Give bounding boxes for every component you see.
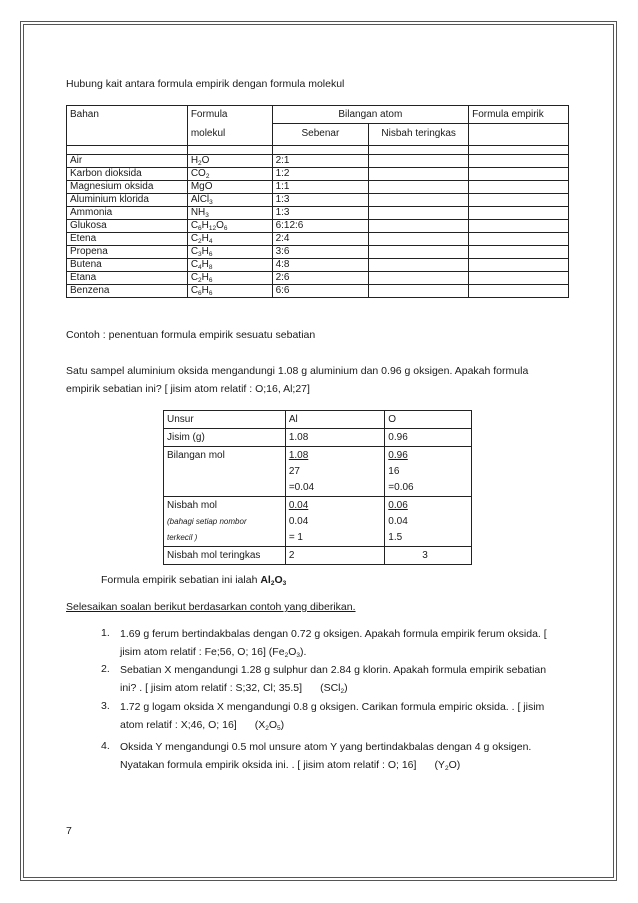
nisbah-o-numerator: 0.06 <box>388 500 408 511</box>
formula-text: C <box>190 246 199 257</box>
header-formula-line2: molekul <box>190 128 226 139</box>
cell-formula <box>187 155 272 168</box>
formula-subscript: 2 <box>205 173 210 180</box>
nisbah-o-denominator: 0.04 <box>388 516 408 527</box>
formula-text: MgO <box>190 181 213 192</box>
cell-nisbah <box>369 155 469 168</box>
spacer-cell <box>369 146 469 155</box>
formula-text: H <box>201 259 209 270</box>
question-answer <box>320 682 348 694</box>
cell-formula <box>187 168 272 181</box>
mol-o-denominator: 16 <box>388 466 400 477</box>
formula-text: C <box>190 259 199 270</box>
cell-bahan: Karbon dioksida <box>67 168 188 181</box>
formula-text: O <box>201 155 210 166</box>
example-problem <box>66 362 528 398</box>
cell-sebenar: 2:6 <box>272 272 369 285</box>
formula-text: AlCl <box>190 194 210 205</box>
answer-text: ) <box>280 719 285 731</box>
spacer-cell <box>272 146 369 155</box>
cell-bahan: Glukosa <box>67 220 188 233</box>
answer-text: ). <box>299 646 307 658</box>
formula-subscript: 6 <box>208 290 213 297</box>
question-line1: Sebatian X mengandungi 1.28 g sulphur dan 2.84 g klorin. Apakah formula empirik sebatian <box>120 664 547 676</box>
row-nisbah-label <box>164 497 286 547</box>
cell-sebenar: 2:1 <box>272 155 369 168</box>
example-problem-line2: empirik sebatian ini? [ jisim atom relatif : O;16, Al;27] <box>66 383 310 395</box>
nisbah-al-denominator: 0.04 <box>288 516 309 527</box>
answer-text: O) <box>448 759 461 771</box>
nisbah-o-result: 1.5 <box>388 532 403 543</box>
cell-sebenar: 6:12:6 <box>272 220 369 233</box>
example-heading: Contoh : penentuan formula empirik sesuatu sebatian <box>66 329 316 341</box>
question-line2 <box>120 756 531 774</box>
question-line2-text: ini? . [ jisim atom relatif : S;32, Cl; 35.5] <box>120 682 303 694</box>
row-mol-al <box>285 447 384 497</box>
table-row <box>67 285 569 298</box>
cell-empirik <box>469 155 569 168</box>
formula-subscript: 6 <box>208 277 213 284</box>
header-formula <box>187 106 272 146</box>
cell-empirik <box>469 272 569 285</box>
question-text <box>120 625 547 661</box>
cell-empirik <box>469 181 569 194</box>
cell-nisbah <box>369 285 469 298</box>
formula-subscript: 6 <box>208 251 213 258</box>
row-mol-label: Bilangan mol <box>164 447 286 497</box>
row-jisim-label: Jisim (g) <box>164 429 286 447</box>
table-row <box>67 207 569 220</box>
row-unsur-label: Unsur <box>164 411 286 429</box>
cell-sebenar: 1:1 <box>272 181 369 194</box>
answer-subscript: 5 <box>277 725 281 732</box>
formula-subscript: 6 <box>198 290 202 297</box>
answer-subscript: 2 <box>265 725 269 732</box>
cell-formula <box>187 207 272 220</box>
formula-text: C <box>190 233 199 244</box>
question-number: 1. <box>101 627 110 639</box>
formula-text: NH <box>190 207 206 218</box>
row-teringkas-o: 3 <box>385 547 472 565</box>
formula-subscript: 8 <box>208 264 213 271</box>
row-unsur-o: O <box>385 411 472 429</box>
cell-nisbah <box>369 194 469 207</box>
example-problem-line1: Satu sampel aluminium oksida mengandungi 1.08 g aluminium dan 0.96 g oksigen. Apakah formula <box>66 365 529 377</box>
table-row <box>67 220 569 233</box>
conclusion-formula-text: O <box>274 574 283 586</box>
question-text <box>120 698 544 734</box>
cell-nisbah <box>369 207 469 220</box>
row-mol-o <box>385 447 472 497</box>
formula-text: C <box>190 285 199 296</box>
formula-subscript: 6 <box>223 225 228 232</box>
cell-bahan: Propena <box>67 246 188 259</box>
formula-text: O <box>216 220 224 231</box>
mol-al-numerator: 1.08 <box>288 450 309 461</box>
formula-text: H <box>201 233 209 244</box>
formula-subscript: 4 <box>208 238 213 245</box>
cell-bahan: Ammonia <box>67 207 188 220</box>
cell-nisbah <box>369 220 469 233</box>
cell-formula <box>187 233 272 246</box>
question-line1: 1.69 g ferum bertindakbalas dengan 0.72 g oksigen. Apakah formula empirik ferum oksida. [ <box>120 628 547 640</box>
cell-bahan: Butena <box>67 259 188 272</box>
question-number: 3. <box>101 700 110 712</box>
header-bahan: Bahan <box>67 106 188 146</box>
cell-sebenar: 3:6 <box>272 246 369 259</box>
row-unsur-al: Al <box>285 411 384 429</box>
section-title: Hubung kait antara formula empirik dengan formula molekul <box>66 78 345 90</box>
question-line2 <box>120 643 547 661</box>
cell-formula <box>187 220 272 233</box>
nisbah-label-text: Nisbah mol <box>167 500 218 511</box>
cell-sebenar: 1:2 <box>272 168 369 181</box>
cell-nisbah <box>369 181 469 194</box>
table-row <box>67 194 569 207</box>
question-line1: 1.72 g logam oksida X mengandungi 0.8 g oksigen. Carikan formula empiric oksida. . [ jisim <box>120 701 545 713</box>
table-row <box>67 155 569 168</box>
cell-sebenar: 2:4 <box>272 233 369 246</box>
conclusion-formula-subscript: 2 <box>270 580 275 587</box>
question-line2 <box>120 716 544 734</box>
cell-formula <box>187 285 272 298</box>
conclusion-text: Formula empirik sebatian ini ialah <box>101 574 261 586</box>
cell-formula <box>187 181 272 194</box>
question-text <box>120 661 546 697</box>
header-formula-empirik: Formula empirik <box>469 106 569 124</box>
nisbah-note-line2: terkecil ) <box>167 533 198 542</box>
cell-sebenar: 6:6 <box>272 285 369 298</box>
cell-formula <box>187 194 272 207</box>
table-row <box>67 272 569 285</box>
cell-bahan: Benzena <box>67 285 188 298</box>
formula-text: CO <box>190 168 206 179</box>
formula-subscript: 12 <box>208 225 217 232</box>
conclusion-formula-text: Al <box>260 574 271 586</box>
cell-bahan: Etena <box>67 233 188 246</box>
row-teringkas-label: Nisbah mol teringkas <box>164 547 286 565</box>
spacer-cell <box>187 146 272 155</box>
mol-al-denominator: 27 <box>288 466 300 477</box>
question-answer <box>285 646 307 658</box>
header-bilangan-atom: Bilangan atom <box>272 106 469 124</box>
cell-empirik <box>469 285 569 298</box>
header-formula-line1: Formula <box>190 109 228 120</box>
formula-subscript: 4 <box>198 264 202 271</box>
row-nisbah-o <box>385 497 472 547</box>
formula-subscript: 3 <box>209 199 213 206</box>
formula-subscript: 2 <box>198 277 202 284</box>
cell-nisbah <box>369 272 469 285</box>
formula-subscript: 3 <box>198 251 202 258</box>
cell-empirik <box>469 168 569 181</box>
exercise-heading: Selesaikan soalan berikut berdasarkan contoh yang diberikan. <box>66 601 356 613</box>
answer-subscript: 2 <box>340 688 345 695</box>
header-nisbah-teringkas: Nisbah teringkas <box>369 124 469 146</box>
formula-text: H <box>190 155 199 166</box>
answer-text: O <box>288 646 297 658</box>
mol-o-result: =0.06 <box>388 482 414 493</box>
spacer-cell <box>67 146 188 155</box>
formula-text: H <box>201 220 209 231</box>
answer-text: (Y <box>434 759 445 771</box>
cell-bahan: Aluminium klorida <box>67 194 188 207</box>
formula-text: C <box>190 272 199 283</box>
question-number: 4. <box>101 740 110 752</box>
answer-text: (X <box>254 719 266 731</box>
formula-text: H <box>201 246 209 257</box>
header-empty <box>469 124 569 146</box>
conclusion <box>101 573 286 587</box>
cell-nisbah <box>369 246 469 259</box>
cell-sebenar: 1:3 <box>272 207 369 220</box>
cell-formula <box>187 272 272 285</box>
formula-subscript: 2 <box>198 160 202 167</box>
row-nisbah-al <box>285 497 384 547</box>
mol-al-result: =0.04 <box>288 482 315 493</box>
nisbah-note-line1: (bahagi setiap nombor <box>167 517 247 526</box>
cell-bahan: Air <box>67 155 188 168</box>
row-jisim-o: 0.96 <box>385 429 472 447</box>
row-teringkas-al: 2 <box>285 547 384 565</box>
cell-empirik <box>469 233 569 246</box>
answer-subscript: 2 <box>444 765 449 772</box>
cell-empirik <box>469 194 569 207</box>
nisbah-al-numerator: 0.04 <box>288 500 309 511</box>
table-row <box>67 233 569 246</box>
cell-sebenar: 4:8 <box>272 259 369 272</box>
question-line2 <box>120 679 546 697</box>
cell-empirik <box>469 246 569 259</box>
table-row <box>67 246 569 259</box>
conclusion-formula-subscript: 3 <box>282 580 287 587</box>
question-number: 2. <box>101 663 110 675</box>
formula-subscript: 3 <box>205 212 209 219</box>
header-sebenar: Sebenar <box>272 124 369 146</box>
answer-text: (SCl <box>320 682 341 694</box>
mol-o-numerator: 0.96 <box>388 450 408 461</box>
answer-text: O <box>268 719 278 731</box>
table-row <box>67 168 569 181</box>
cell-nisbah <box>369 259 469 272</box>
answer-subscript: 2 <box>284 652 289 659</box>
question-line2-text: atom relatif : X;46, O; 16] <box>120 719 237 731</box>
table-row <box>67 259 569 272</box>
cell-bahan: Etana <box>67 272 188 285</box>
cell-empirik <box>469 220 569 233</box>
question-line2-text: jisim atom relatif : Fe;56, O; 16] (Fe <box>120 646 285 658</box>
formula-text: C <box>190 220 199 231</box>
question-text <box>120 738 531 774</box>
cell-formula <box>187 259 272 272</box>
formula-relation-table <box>66 105 569 298</box>
formula-text: H <box>201 285 209 296</box>
cell-nisbah <box>369 233 469 246</box>
row-jisim-al: 1.08 <box>285 429 384 447</box>
mol-calculation-table <box>163 410 472 565</box>
nisbah-al-result: = 1 <box>288 532 303 543</box>
spacer-cell <box>469 146 569 155</box>
conclusion-formula <box>260 574 286 586</box>
cell-formula <box>187 246 272 259</box>
cell-sebenar: 1:3 <box>272 194 369 207</box>
question-answer <box>434 759 460 771</box>
cell-nisbah <box>369 168 469 181</box>
question-line2-text: Nyatakan formula empirik oksida ini. . [ jisim atom relatif : O; 16] <box>120 759 417 771</box>
cell-empirik <box>469 259 569 272</box>
cell-bahan: Magnesium oksida <box>67 181 188 194</box>
question-line1: Oksida Y mengandungi 0.5 mol unsure atom Y yang bertindakbalas dengan 4 g oksigen. <box>120 741 532 753</box>
answer-subscript: 3 <box>296 652 300 659</box>
table-row <box>67 181 569 194</box>
formula-text: H <box>201 272 209 283</box>
question-answer <box>255 719 284 731</box>
formula-subscript: 6 <box>198 225 202 232</box>
cell-empirik <box>469 207 569 220</box>
page-number: 7 <box>66 825 72 837</box>
answer-text: ) <box>344 682 348 694</box>
formula-subscript: 2 <box>198 238 202 245</box>
